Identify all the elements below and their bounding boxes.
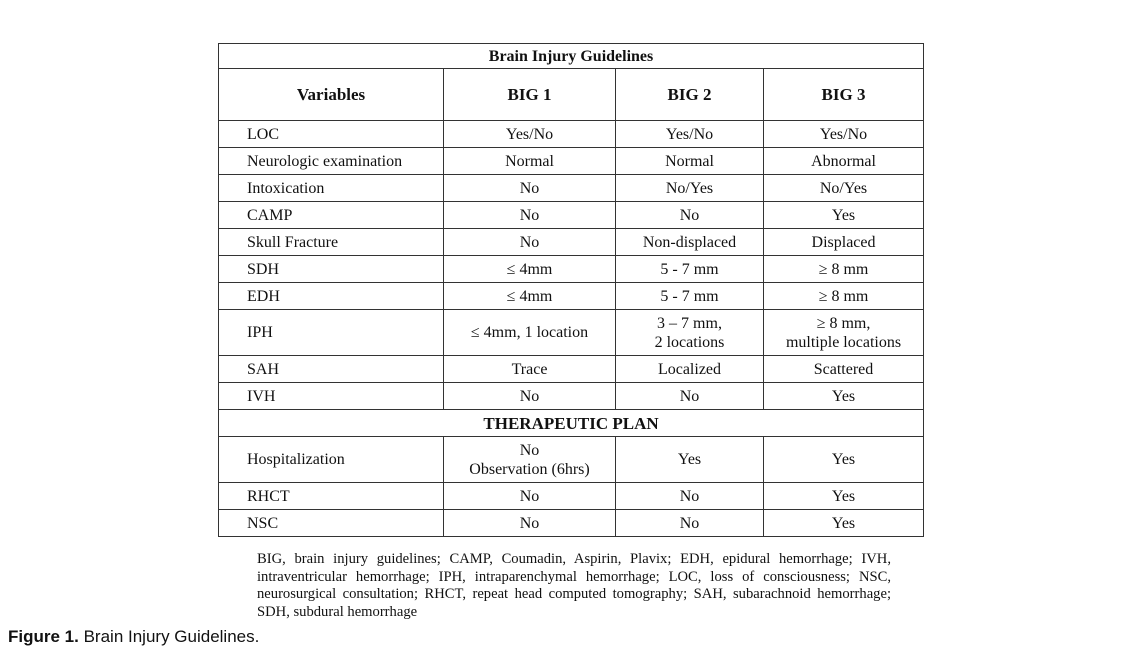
table-cell: No <box>444 483 616 510</box>
table-cell: Yes <box>616 437 764 483</box>
table-cell: Normal <box>616 148 764 175</box>
table-cell: No <box>444 510 616 537</box>
variable-name: RHCT <box>219 483 444 510</box>
table-cell: 3 – 7 mm, 2 locations <box>616 310 764 356</box>
table-cell: No <box>444 175 616 202</box>
table-row <box>219 229 924 256</box>
table-cell: Yes/No <box>616 121 764 148</box>
variable-name: Hospitalization <box>219 437 444 483</box>
table-row <box>219 356 924 383</box>
table-cell: 5 - 7 mm <box>616 283 764 310</box>
table-cell: ≥ 8 mm <box>764 256 924 283</box>
table-cell: No <box>616 510 764 537</box>
table-cell: Non-displaced <box>616 229 764 256</box>
table-cell: Yes <box>764 383 924 410</box>
section-heading: THERAPEUTIC PLAN <box>219 410 924 437</box>
table-cell: No <box>444 229 616 256</box>
table-cell: ≤ 4mm <box>444 283 616 310</box>
table-row <box>219 202 924 229</box>
plan-row <box>219 510 924 537</box>
column-header: BIG 2 <box>616 69 764 121</box>
table-header-row <box>219 69 924 121</box>
variable-name: IPH <box>219 310 444 356</box>
table-cell: No Observation (6hrs) <box>444 437 616 483</box>
table-title: Brain Injury Guidelines <box>219 44 924 69</box>
table-cell: ≥ 8 mm <box>764 283 924 310</box>
table-row <box>219 383 924 410</box>
variable-name: CAMP <box>219 202 444 229</box>
table-cell: Yes <box>764 510 924 537</box>
table-title-row <box>219 44 924 69</box>
column-header: BIG 3 <box>764 69 924 121</box>
variable-name: Intoxication <box>219 175 444 202</box>
variable-name: SAH <box>219 356 444 383</box>
table-cell: No/Yes <box>616 175 764 202</box>
variable-name: SDH <box>219 256 444 283</box>
brain-injury-guidelines-table <box>218 43 924 537</box>
table-cell: No <box>616 483 764 510</box>
variable-name: IVH <box>219 383 444 410</box>
figure-caption <box>8 627 259 647</box>
table-row <box>219 121 924 148</box>
table-cell: ≤ 4mm <box>444 256 616 283</box>
table-cell: No <box>444 383 616 410</box>
plan-row <box>219 483 924 510</box>
table-row <box>219 175 924 202</box>
plan-row <box>219 437 924 483</box>
variable-name: LOC <box>219 121 444 148</box>
table-cell: No <box>444 202 616 229</box>
table-cell: Normal <box>444 148 616 175</box>
table-cell: Scattered <box>764 356 924 383</box>
table-cell: No/Yes <box>764 175 924 202</box>
table-cell: Displaced <box>764 229 924 256</box>
table-cell: Localized <box>616 356 764 383</box>
table-cell: ≥ 8 mm, multiple locations <box>764 310 924 356</box>
table-cell: Yes/No <box>764 121 924 148</box>
table-footnote: BIG, brain injury guidelines; CAMP, Coumadin, Aspirin, Plavix; EDH, epidural hemorrhage; IVH, intraventricular hemorrhage; IPH, intraparenchymal hemorrhage; LOC, loss of consciousness; NSC, neurosurgical consultation; RHCT, repeat head computed tomography; SAH, subarachnoid hemorrhage; SDH, subdural hemorrhage <box>257 551 891 620</box>
table-cell: 5 - 7 mm <box>616 256 764 283</box>
table-cell: Abnormal <box>764 148 924 175</box>
table-row <box>219 283 924 310</box>
table-cell: ≤ 4mm, 1 location <box>444 310 616 356</box>
column-header: Variables <box>219 69 444 121</box>
variable-name: NSC <box>219 510 444 537</box>
table-row <box>219 310 924 356</box>
figure-caption-text: Brain Injury Guidelines. <box>83 627 260 646</box>
table-cell: No <box>616 202 764 229</box>
variable-name: EDH <box>219 283 444 310</box>
variable-name: Skull Fracture <box>219 229 444 256</box>
figure-label: Figure 1. <box>8 627 79 646</box>
table-row <box>219 148 924 175</box>
table-cell: Yes <box>764 483 924 510</box>
variable-name: Neurologic examination <box>219 148 444 175</box>
table-cell: No <box>616 383 764 410</box>
table-cell: Yes <box>764 202 924 229</box>
table-cell: Yes/No <box>444 121 616 148</box>
table-row <box>219 256 924 283</box>
table-cell: Trace <box>444 356 616 383</box>
section-row <box>219 410 924 437</box>
column-header: BIG 1 <box>444 69 616 121</box>
table-cell: Yes <box>764 437 924 483</box>
